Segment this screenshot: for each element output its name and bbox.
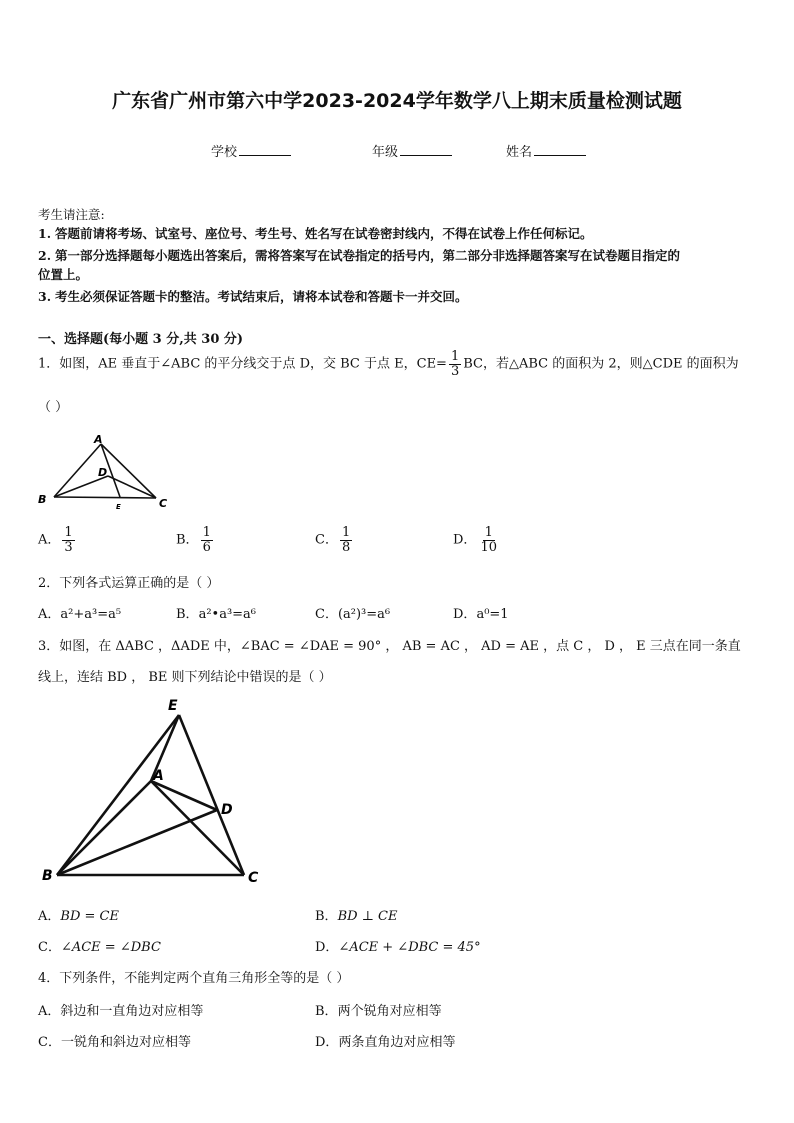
fig1-side-ab [54, 444, 101, 497]
school-label: 学校 [211, 145, 238, 160]
fig1-side-bc [54, 497, 156, 498]
fig1-label-b: B [38, 493, 47, 506]
q2-option-a[interactable]: A．a²+a³=a⁵ [38, 607, 122, 622]
question-1-text-a: 1．如图，AE 垂直于∠ABC 的平分线交于点 D，交 BC 于点 E，CE= [38, 356, 447, 372]
question-4-stem: 4．下列条件，不能判定两个直角三角形全等的是（ ） [38, 971, 350, 986]
q2-option-b[interactable]: B．a²•a³=a⁶ [176, 607, 257, 622]
name-blank[interactable] [534, 143, 586, 156]
fig3-label-a: A [153, 768, 164, 784]
grade-blank[interactable] [400, 143, 452, 156]
q3-option-c[interactable]: C．∠ACE = ∠DBC [38, 940, 161, 955]
note-item-1-number: 1. [38, 226, 52, 241]
note-item-2-text: 第一部分选择题每小题选出答案后，需将答案写在试卷指定的括号内，第二部分非选择题答案写在试卷题目指定的 [55, 248, 681, 263]
note-item-2-continued: 位置上。 [38, 267, 89, 282]
fig3-label-b: B [42, 868, 53, 884]
fig3-side-ac [151, 781, 244, 875]
q4-option-a[interactable]: A．斜边和一直角边对应相等 [38, 1004, 204, 1019]
q3-option-d[interactable]: D．∠ACE + ∠DBC = 45° [315, 940, 481, 955]
question-1-figure [34, 430, 184, 514]
school-field[interactable] [211, 141, 291, 160]
q2-option-d[interactable]: D．a⁰=1 [453, 607, 509, 622]
fig3-label-d: D [221, 802, 233, 818]
q4-option-c[interactable]: C．一锐角和斜边对应相等 [38, 1035, 191, 1050]
q1-option-c[interactable]: C． $\frac{1}{8}$ [315, 525, 351, 555]
note-item-2 [38, 246, 680, 264]
question-3-figure [38, 694, 268, 888]
q2-option-c[interactable]: C．(a²)³=a⁶ [315, 607, 391, 622]
fig1-label-c: C [159, 497, 168, 510]
fig1-label-a: A [94, 433, 103, 446]
note-item-1-text: 答题前请将考场、试室号、座位号、考生号、姓名写在试卷密封线内，不得在试卷上作任何标记。 [55, 226, 593, 241]
question-1-answer-paren: （ ） [38, 400, 69, 415]
name-field[interactable] [506, 141, 586, 160]
q3-option-b[interactable]: B．BD ⊥ CE [315, 909, 398, 924]
q3-option-a[interactable]: A．BD = CE [38, 909, 119, 924]
page-title: 广东省广州市第六中学2023-2024学年数学八上期末质量检测试题 [112, 90, 682, 112]
q1-option-d[interactable]: D． $\frac{1}{10}$ [453, 525, 497, 555]
q4-option-b[interactable]: B．两个锐角对应相等 [315, 1004, 442, 1019]
name-label: 姓名 [506, 145, 533, 160]
note-item-3-text: 考生必须保证答题卡的整洁。考试结束后，请将本试卷和答题卡一并交回。 [55, 289, 468, 304]
question-1-stem [38, 350, 739, 378]
fig1-bisector-bd [54, 476, 108, 497]
fig1-label-d: D [98, 466, 108, 479]
school-blank[interactable] [239, 143, 291, 156]
q1-option-b[interactable]: B． $\frac{1}{6}$ [176, 525, 211, 555]
notes-heading: 考生请注意: [38, 207, 105, 222]
note-item-1 [38, 224, 593, 242]
fig1-label-e: E [116, 503, 121, 511]
grade-label: 年级 [372, 145, 399, 160]
note-item-3-number: 3. [38, 289, 52, 304]
fig3-segment-ec [179, 715, 244, 875]
section-heading: 一、选择题(每小题 3 分,共 30 分) [38, 332, 244, 347]
fig3-side-ba [57, 781, 151, 875]
question-3-stem-line-2: 线上，连结 BD ， BE 则下列结论中错误的是（ ） [38, 670, 332, 685]
q1-option-a[interactable]: A． $\frac{1}{3}$ [38, 525, 73, 555]
fig3-label-e: E [168, 698, 178, 714]
q4-option-d[interactable]: D．两条直角边对应相等 [315, 1035, 456, 1050]
question-2-stem: 2．下列各式运算正确的是（ ） [38, 576, 220, 591]
question-3-stem-line-1: 3．如图，在 ΔABC ，ΔADE 中，∠BAC = ∠DAE = 90° ， AB = AC ， AD = AE ，点 C ， D ， E 三点在同一条直 [38, 639, 741, 654]
grade-field[interactable] [372, 141, 452, 160]
note-item-3 [38, 287, 468, 305]
question-1-fraction: $\frac{1}{3}$ [450, 349, 460, 379]
note-item-2-number: 2. [38, 248, 52, 263]
question-1-text-b: BC，若△ABC 的面积为 2，则△CDE 的面积为 [463, 356, 739, 372]
fig1-side-ac [101, 444, 156, 498]
fig3-label-c: C [248, 870, 259, 886]
fig1-segment-dc [108, 476, 156, 498]
